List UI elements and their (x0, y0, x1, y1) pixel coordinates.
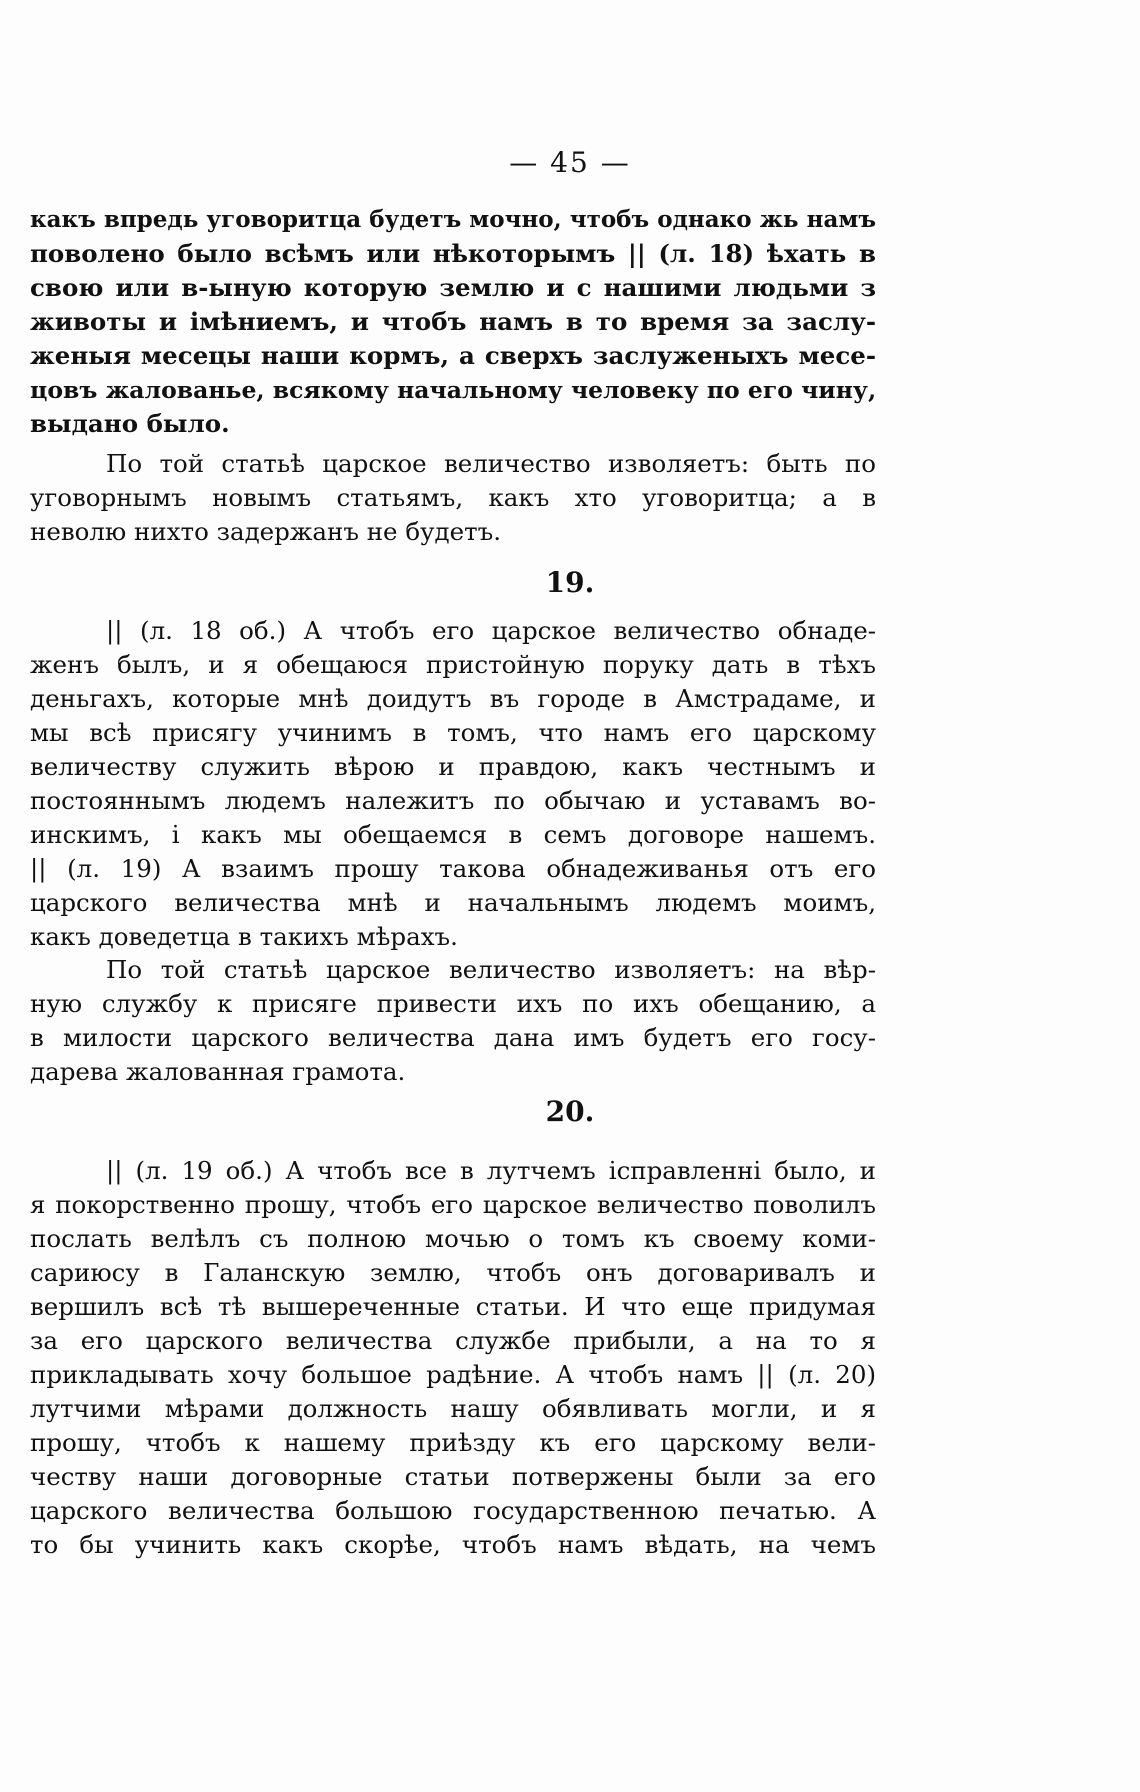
text-line: прошу, чтобъ к нашему приѣзду къ его царскому вели- (30, 1428, 876, 1457)
section-number-20: 20. (545, 1095, 595, 1128)
page-number: — 45 — (509, 146, 631, 179)
text-line: послать велѣлъ съ полною мочью о томъ къ своему коми- (30, 1224, 876, 1253)
text-line: за его царского величества службе прибыли, а на то я (30, 1326, 876, 1355)
text-line: вершилъ всѣ тѣ вышереченные статьи. И что еще придумая (30, 1292, 876, 1321)
text-line: какъ доведетца в такихъ мѣрахъ. (30, 922, 458, 951)
text-line: то бы учинить какъ скорѣе, чтобъ намъ вѣдать, на чемъ (30, 1530, 876, 1559)
text-line: неволю нихто задержанъ не будетъ. (30, 517, 502, 546)
text-line: мы всѣ присягу учинимъ в томъ, что намъ его царскому (30, 718, 876, 747)
text-line: || (л. 18 об.) А чтобъ его царское величество обнаде- (106, 616, 876, 645)
text-line: животы и імѣниемъ, и чтобъ намъ в то время за заслу- (30, 307, 876, 336)
text-line: в милости царского величества дана имъ будетъ его госу- (30, 1023, 876, 1052)
text-line: свою или в-ыную которую землю и с нашими людьми з (30, 273, 876, 302)
text-line: какъ впредь уговоритца будетъ мочно, чтобъ однако жь намъ (30, 206, 876, 233)
text-line: постояннымъ людемъ належитъ по обычаю и уставамъ во- (30, 786, 876, 815)
text-line: поволено было всѣмъ или нѣкоторымъ || (л. 18) ѣхать в (30, 239, 876, 268)
text-line: женыя месецы наши кормъ, а сверхъ заслуженыхъ месе- (30, 341, 876, 370)
text-line: лутчими мѣрами должность нашу обявливать могли, и я (30, 1394, 876, 1423)
text-line: честву наши договорные статьи потвержены были за его (30, 1462, 876, 1491)
text-line: уговорнымъ новымъ статьямъ, какъ хто уговоритца; а в (30, 483, 876, 512)
text-line: || (л. 19 об.) А чтобъ все в лутчемъ ісправленні было, и (106, 1156, 876, 1185)
text-line: инскимъ, і какъ мы обещаемся в семъ договоре нашемъ. (30, 820, 876, 849)
text-line: деньгахъ, которые мнѣ доидутъ въ городе в Амстрадаме, и (30, 684, 876, 713)
text-line: ную службу к присяге привести ихъ по ихъ обещанию, а (30, 989, 876, 1018)
section-number-19: 19. (545, 566, 595, 599)
text-line: || (л. 19) А взаимъ прошу такова обнадеживанья отъ его (30, 854, 876, 883)
text-line: царского величества мнѣ и начальнымъ людемъ моимъ, (30, 888, 876, 917)
text-line: царского величества большою государственною печатью. А (30, 1496, 876, 1525)
text-line: дарева жалованная грамота. (30, 1057, 406, 1086)
text-line: По той статьѣ царское величество изволяетъ: быть по (106, 449, 876, 478)
text-line: я покорственно прошу, чтобъ его царское величество поволилъ (30, 1190, 876, 1219)
text-line: выдано было. (30, 409, 230, 438)
text-line: величеству служить вѣрою и правдою, какъ честнымъ и (30, 752, 876, 781)
text-line: По той статьѣ царское величество изволяетъ: на вѣр- (106, 955, 876, 984)
text-line: цовъ жалованье, всякому начальному человеку по его чину, (30, 376, 877, 404)
text-line: сариюсу в Галанскую землю, чтобъ онъ договаривалъ и (30, 1258, 876, 1287)
text-line: женъ былъ, и я обещаюся пристойную поруку дать в тѣхъ (30, 650, 876, 679)
text-line: прикладывать хочу большое радѣние. А чтобъ намъ || (л. 20) (30, 1360, 876, 1389)
